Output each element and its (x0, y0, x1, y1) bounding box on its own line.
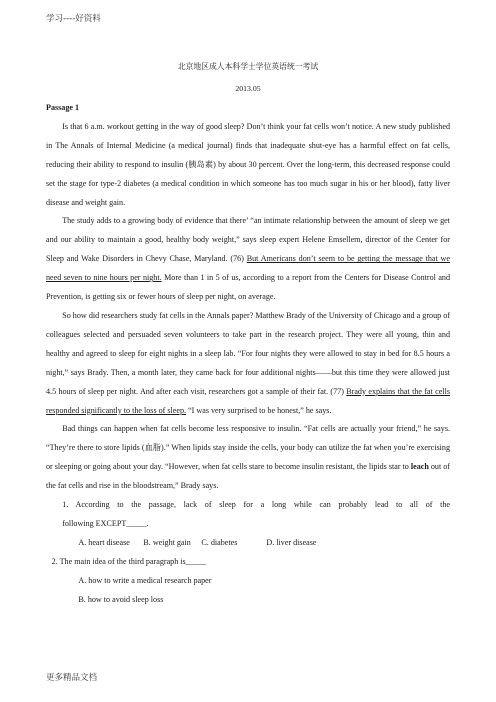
option-b[interactable]: B. weight gain (143, 537, 191, 547)
paragraph-2-text-b: More than 1 in 5 of us, according to a report from the Centers for Disease Control and Prevention, is getting six or fewer hours of sleep per night, on average. (46, 273, 451, 302)
document-body (46, 60, 450, 609)
exam-date: 2013.05 (235, 84, 261, 93)
question-2-option-b[interactable]: B. how to avoid sleep loss (78, 594, 164, 604)
option-c[interactable]: C. diabetes (201, 537, 238, 547)
paragraph-2 (46, 212, 450, 307)
paragraph-1: Is that 6 a.m. workout getting in the way of good sleep? Don’t think your fat cells won’t notice. A new study published in The Annals of Internal Medicine (a medical journal) finds that inadequate shut-eye has a harmful effect on fat cells, reducing their ability to respond to insulin (胰岛素) by about 30 percent. Over the long-term, this decreased response could set the stage for type-2 diabetes (a medical condition in which someone has too much sugar in his or her blood), fatty liver disease and weight gain. (46, 121, 450, 207)
exam-title: 北京地区成人本科学士学位英语统一考试 (177, 62, 319, 71)
paragraph-3-text-a: So how did researchers study fat cells in the Annals paper? Matthew Brady of the University of Chicago and a group of colleagues selected and persuaded seven volunteers to take part in the research project. They were all young, thin and healthy and agreed to sleep for eight nights in a sleep lab. “For four nights they were allowed to stay in bed for 8.5 hours a night,” says Brady. Then, a month later, they came back for four additional nights——but this time they were allowed just 4.5 hours of sleep per night. And after each visit, researchers got a sample of their fat. (77) (46, 310, 450, 396)
passage-heading: Passage 1 (46, 103, 80, 112)
option-a[interactable]: A. heart disease (78, 537, 130, 547)
underlined-sentence-76: But Americans don’t seem to be getting the message that we need seven to nine hours per night. (46, 254, 450, 283)
paragraph-4-text-b: out of the fat cells and rise in the bloodstream,” Brady says. (46, 462, 450, 491)
paragraph-3 (46, 307, 450, 420)
question-1-stem: 1. According to the passage, lack of sleep for a long while can probably lead to all of the (62, 500, 450, 510)
paragraph-3-text-b: “I was very surprised to be honest,” he says. (186, 405, 332, 415)
keyword-leach: leach (410, 462, 429, 472)
question-2-option-a[interactable]: A. how to write a medical research paper (78, 575, 212, 585)
option-d[interactable]: D. liver disease (266, 537, 317, 547)
question-2-stem: 2. The main idea of the third paragraph is_____ (51, 556, 206, 566)
paragraph-4 (46, 420, 450, 496)
paragraph-2-text-a: The study adds to a growing body of evidence that there’ “an intimate relationship between the amount of sleep we get and our ability to maintain a good, healthy body weight,” says sleep expert Helene Emsellem, director of the Center for Sleep and Wake Disorders in Chevy Chase, Maryland. (76) (46, 216, 450, 264)
question-1-stem-cont: following EXCEPT_____. (62, 518, 149, 528)
underlined-sentence-77: Brady explains that the fat cells responded significantly to the loss of sleep. (46, 386, 451, 415)
question-1-options (46, 534, 450, 553)
page-footer: 更多精品文档 (46, 673, 98, 683)
paragraph-4-text-a: Bad things can happen when fat cells become less responsive to insulin. “Fat cells are actually your friend,” he says. “They’re there to store lipids (血脂).” When lipids stay inside the cells, your body can utilize the fat when you’re exercising or sleeping or going about your day. “However, when fat cells stare to become insulin resistant, the lipids star to (46, 424, 450, 472)
page-header: 学习----好资料 (46, 14, 101, 24)
